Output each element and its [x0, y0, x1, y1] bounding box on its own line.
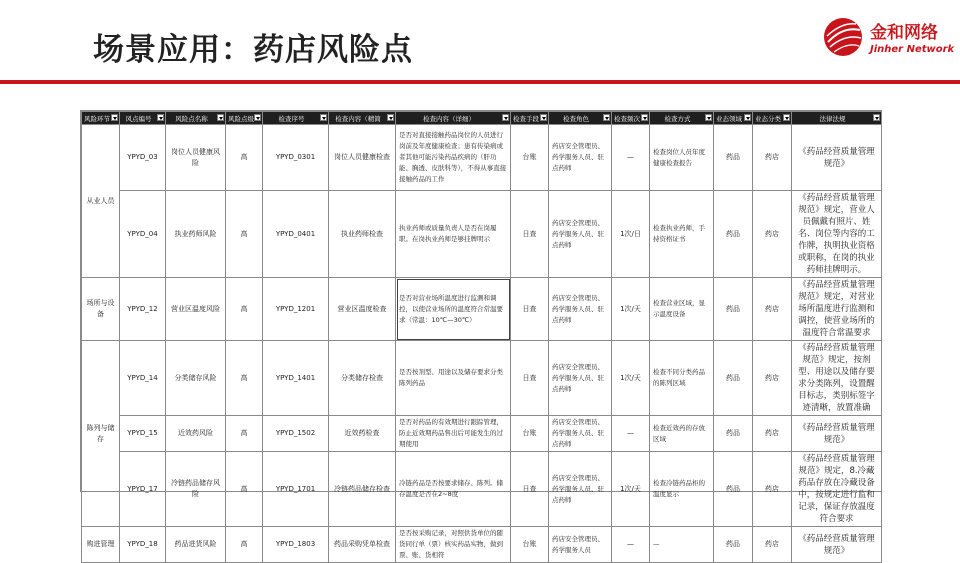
- cell[interactable]: 营业区温度检查: [329, 278, 396, 341]
- cell[interactable]: 药品采购凭单检查: [329, 527, 396, 563]
- cell[interactable]: 检查冷链药品柜的温度显示: [650, 452, 714, 527]
- cell[interactable]: 岗位人员健康风险: [166, 125, 226, 191]
- cell[interactable]: 日查: [511, 191, 549, 278]
- cell[interactable]: YPYD_0401: [263, 191, 329, 278]
- cell[interactable]: 《药品经营质量管理规范》规定，营业人员佩戴有照片、姓名、岗位等内容的工作牌，执明执业资格或职称，在岗的执业药师挂牌明示。: [792, 191, 882, 278]
- table-row: [82, 191, 882, 278]
- cell[interactable]: 《药品经营质量管理规范》: [792, 416, 882, 452]
- cell-selected[interactable]: 是否对营业场所温度进行监测和调控，以使营业场所的温度符合常温要求（常温：10℃—30℃）: [396, 278, 511, 341]
- cell[interactable]: 执业药师或质量负责人是否在岗履职。在岗执业药师是够挂牌明示: [396, 191, 511, 278]
- cell[interactable]: YPYD_1701: [263, 452, 329, 527]
- group-cell[interactable]: 购进管理: [82, 527, 120, 563]
- cell[interactable]: 1次/天: [612, 452, 650, 527]
- filter-dropdown-icon: [641, 114, 648, 121]
- cell[interactable]: 药品: [714, 527, 753, 563]
- cell[interactable]: 1次/天: [612, 341, 650, 416]
- group-cell[interactable]: 从业人员: [82, 125, 120, 278]
- filter-dropdown-icon: [873, 114, 880, 121]
- cell[interactable]: 分类储存检查: [329, 341, 396, 416]
- cell[interactable]: 《药品经营质量管理规范》: [792, 125, 882, 191]
- cell[interactable]: 高: [226, 278, 263, 341]
- filter-dropdown-icon: [502, 114, 509, 121]
- header-cell[interactable]: 检查频次: [612, 112, 650, 125]
- cell[interactable]: 执业药师检查: [329, 191, 396, 278]
- cell[interactable]: 药店: [753, 125, 792, 191]
- cell[interactable]: 《药品经营质量管理规范》: [792, 527, 882, 563]
- header-cell[interactable]: 检查内容（详细）: [396, 112, 511, 125]
- cell[interactable]: YPYD_1803: [263, 527, 329, 563]
- cell[interactable]: 药店安全管理员、药学服务人员、驻点药师: [549, 341, 612, 416]
- cell[interactable]: 《药品经营质量管理规范》规定，对营业场所温度进行监测和调控，使营业场所的温度符合常温要求: [792, 278, 882, 341]
- table-row: [82, 452, 882, 527]
- cell[interactable]: 高: [226, 527, 263, 563]
- cell[interactable]: —: [612, 125, 650, 191]
- risk-table-sheet: [80, 110, 882, 559]
- table-row: [82, 278, 882, 341]
- cell[interactable]: 分类储存风险: [166, 341, 226, 416]
- cell[interactable]: 《药品经营质量管理规范》规定，8.冷藏药品存放在冷藏设备中，按规定进行监和记录，保证存放温度符合要求: [792, 452, 882, 527]
- header-cell[interactable]: 风险点名称: [166, 112, 226, 125]
- cell[interactable]: 冷链药品储存风险: [166, 452, 226, 527]
- cell[interactable]: 日查: [511, 452, 549, 527]
- cell[interactable]: 近效药检查: [329, 416, 396, 452]
- cell[interactable]: 药品: [714, 452, 753, 527]
- cell[interactable]: 药品进货风险: [166, 527, 226, 563]
- filter-dropdown-icon: [111, 114, 118, 121]
- cell[interactable]: 营业区温度风险: [166, 278, 226, 341]
- slide-title: 场景应用：药店风险点: [93, 32, 413, 68]
- header-cell[interactable]: 检查序号: [263, 112, 329, 125]
- cell[interactable]: 检查执业药师，手持资格证书: [650, 191, 714, 278]
- cell[interactable]: 药品: [714, 278, 753, 341]
- cell[interactable]: 是否按剂型、用途以及储存要求分类陈列药品: [396, 341, 511, 416]
- cell[interactable]: 高: [226, 125, 263, 191]
- header-cell[interactable]: 检查手段: [511, 112, 549, 125]
- group-cell[interactable]: 陈列与储存: [82, 341, 120, 527]
- filter-dropdown-icon: [387, 114, 394, 121]
- cell[interactable]: 高: [226, 416, 263, 452]
- cell[interactable]: 1次/天: [612, 278, 650, 341]
- cell[interactable]: 药品: [714, 416, 753, 452]
- table-row: [82, 125, 882, 191]
- header-cell[interactable]: 检查内容（精简: [329, 112, 396, 125]
- cell[interactable]: 是否对直接接触药品岗位的人员进行岗前及年度健康检查；患有传染病或者其他可能污染药品疾病的（肝功能、胸透、皮肤科等），不得从事直接接触药品的工作: [396, 125, 511, 191]
- cell[interactable]: 药品: [714, 191, 753, 278]
- cell[interactable]: YPYD_03: [120, 125, 166, 191]
- group-cell[interactable]: 场所与设备: [82, 278, 120, 341]
- cell[interactable]: 1次/日: [612, 191, 650, 278]
- cell[interactable]: YPYD_17: [120, 452, 166, 527]
- cell[interactable]: YPYD_1201: [263, 278, 329, 341]
- cell[interactable]: 检查不同分类药品的陈列区域: [650, 341, 714, 416]
- header-cell[interactable]: 检查角色: [549, 112, 612, 125]
- table-header-row: [82, 112, 882, 125]
- table-row: [82, 527, 882, 563]
- filter-dropdown-icon: [540, 114, 547, 121]
- cell[interactable]: 是否对药品的有效期进行跟踪管理，防止近效期药品售出后可能发生的过期使用: [396, 416, 511, 452]
- cell[interactable]: 药店: [753, 341, 792, 416]
- filter-dropdown-icon: [744, 114, 751, 121]
- cell[interactable]: YPYD_1401: [263, 341, 329, 416]
- header-cell[interactable]: 业态分类: [753, 112, 792, 125]
- cell[interactable]: 药店安全管理员、药学服务人员、驻点药师: [549, 125, 612, 191]
- cell[interactable]: 是否按采购记录，对照供货单位的随货同行单（票）核实药品实物，做到票、账、货相符: [396, 527, 511, 563]
- cell[interactable]: 台账: [511, 527, 549, 563]
- cell[interactable]: 药店: [753, 527, 792, 563]
- risk-table: [81, 111, 882, 563]
- cell[interactable]: YPYD_18: [120, 527, 166, 563]
- header-cell[interactable]: 风点编号: [120, 112, 166, 125]
- cell[interactable]: 高: [226, 452, 263, 527]
- cell[interactable]: —: [612, 416, 650, 452]
- cell[interactable]: 执业药师风险: [166, 191, 226, 278]
- header-cell[interactable]: 法律法规: [792, 112, 882, 125]
- cell[interactable]: 药店: [753, 191, 792, 278]
- filter-dropdown-icon: [217, 114, 224, 121]
- cell[interactable]: YPYD_15: [120, 416, 166, 452]
- filter-dropdown-icon: [320, 114, 327, 121]
- cell[interactable]: 台账: [511, 416, 549, 452]
- cell[interactable]: 高: [226, 341, 263, 416]
- cell[interactable]: 药店安全管理员、药学服务人员、驻点药师: [549, 416, 612, 452]
- logo-text-cn: 金和网络: [870, 23, 938, 43]
- cell[interactable]: 台账: [511, 125, 549, 191]
- cell[interactable]: YPYD_14: [120, 341, 166, 416]
- logo-text-en: Jinher Network: [870, 44, 955, 55]
- header-cell[interactable]: 检查方式: [650, 112, 714, 125]
- cell[interactable]: 药店: [753, 416, 792, 452]
- cell[interactable]: 药店安全管理员、药学服务人员: [549, 527, 612, 563]
- cell[interactable]: 检查营业区域，显示温度设备: [650, 278, 714, 341]
- cell[interactable]: 药店: [753, 452, 792, 527]
- cell[interactable]: 检查近效药的存放区域: [650, 416, 714, 452]
- filter-dropdown-icon: [783, 114, 790, 121]
- cell[interactable]: YPYD_1502: [263, 416, 329, 452]
- cell[interactable]: 药店: [753, 278, 792, 341]
- filter-dropdown-icon: [603, 114, 610, 121]
- cell[interactable]: 冷链药品是否按要求储存、陈列。储存温度是否在2~8度: [396, 452, 511, 527]
- cell[interactable]: 《药品经营质量管理规范》规定，按剂型、用途以及储存要求分类陈列，设置醒目标志，类别标签字迹清晰，放置准确: [792, 341, 882, 416]
- cell[interactable]: 冷链药品储存检查: [329, 452, 396, 527]
- table-row: [82, 341, 882, 416]
- filter-dropdown-icon: [705, 114, 712, 121]
- cell[interactable]: YPYD_12: [120, 278, 166, 341]
- cell[interactable]: 药品: [714, 341, 753, 416]
- header-cell[interactable]: 风险点级: [226, 112, 263, 125]
- header-divider: [0, 80, 960, 84]
- header-cell[interactable]: 风险环节: [82, 112, 120, 125]
- cell[interactable]: 药店安全管理员、药学服务人员、驻点药师: [549, 191, 612, 278]
- cell[interactable]: 岗位人员健康检查: [329, 125, 396, 191]
- table-row: [82, 416, 882, 452]
- cell[interactable]: YPYD_04: [120, 191, 166, 278]
- cell[interactable]: —: [650, 527, 714, 563]
- company-logo: [820, 14, 955, 66]
- cell[interactable]: 日查: [511, 341, 549, 416]
- cell[interactable]: 药店安全管理员、药学服务人员、驻点药师: [549, 278, 612, 341]
- cell[interactable]: 高: [226, 191, 263, 278]
- cell[interactable]: 近效药风险: [166, 416, 226, 452]
- cell[interactable]: 日查: [511, 278, 549, 341]
- cell[interactable]: 药店安全管理员、药学服务人员、驻点药师: [549, 452, 612, 527]
- cell[interactable]: —: [612, 527, 650, 563]
- cell[interactable]: 检查岗位人员年度健康检查报告: [650, 125, 714, 191]
- filter-dropdown-icon: [157, 114, 164, 121]
- filter-dropdown-icon: [254, 114, 261, 121]
- cell[interactable]: 药品: [714, 125, 753, 191]
- logo-sphere-icon: [822, 16, 864, 58]
- header-cell[interactable]: 业态领域: [714, 112, 753, 125]
- cell[interactable]: YPYD_0301: [263, 125, 329, 191]
